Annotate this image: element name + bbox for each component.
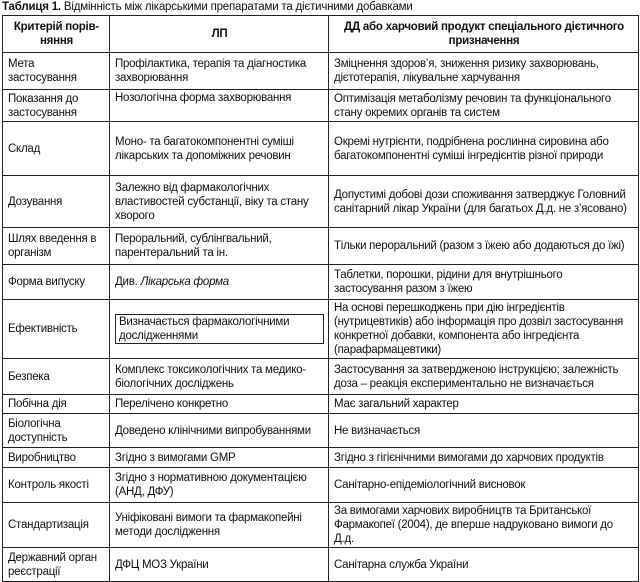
dd-cell: Згідно з гігієнічними вимогами до харчових продуктів [329, 448, 639, 468]
lp-cell: Комплекс токсикологічних та медико-біологічних досліджень [110, 359, 329, 395]
criterion-cell: Ефективність [3, 300, 110, 359]
criterion-cell: Побічна дія [3, 395, 110, 414]
table-row [3, 228, 639, 265]
lp-link-term: Лікарська форма [140, 276, 229, 288]
dd-cell: Санітарно-епідеміологічний висновок [329, 468, 639, 503]
table-row [3, 176, 639, 228]
lp-cell: Пероральний, сублінгвальний, парентеральний та ін. [110, 228, 329, 265]
lp-boxed-text: Визначається фармакологічними дослідженнями [115, 314, 324, 344]
lp-cell: Уніфіковані вимоги та фармакопейні методи дослідження [110, 503, 329, 548]
criterion-cell: Шлях введення в організм [3, 228, 110, 265]
dd-cell: Зміцнення здоров’я, зниження ризику захворювань, дієтотерапія, лікувальне харчування [329, 53, 639, 90]
table-row [3, 503, 639, 548]
criterion-cell: Стандартизація [3, 503, 110, 548]
criterion-cell: Показання до застосування [3, 90, 110, 122]
lp-cell: Моно- та багатокомпонентні суміші лікарських та допоміжних речовин [110, 122, 329, 176]
table-row [3, 548, 639, 582]
criterion-cell: Форма випуску [3, 265, 110, 300]
table-row [3, 90, 639, 122]
table-row [3, 468, 639, 503]
caption-text: Відмінність між лікарськими препаратами та дієтичними добавками [60, 1, 413, 13]
lp-cell: ДФЦ МОЗ України [110, 548, 329, 582]
dd-cell: Тільки пероральний (разом з їжею або додаються до їжі) [329, 228, 639, 265]
dd-cell: Допустимі добові дози споживання затверджує Головний санітарний лікар України (для багатьох Д.д. не з’ясовано) [329, 176, 639, 228]
criterion-cell: Склад [3, 122, 110, 176]
table-row [3, 122, 639, 176]
criterion-cell: Державний орган реєстрації [3, 548, 110, 582]
criterion-cell: Біологічна доступність [3, 414, 110, 448]
lp-cell: Профілактика, терапія та діагностика захворювання [110, 53, 329, 90]
table-row [3, 53, 639, 90]
lp-prefix: Див. [115, 276, 141, 288]
dd-cell: Окремі нутрієнти, подрібнена рослинна сировина або багатокомпонентні суміші інгредієнтів різної природи [329, 122, 639, 176]
criterion-cell: Безпека [3, 359, 110, 395]
lp-cell: Перелічено конкретно [110, 395, 329, 414]
table-caption [2, 0, 413, 14]
table-row [3, 359, 639, 395]
criterion-cell: Дозування [3, 176, 110, 228]
lp-cell: Нозологічна форма захворювання [110, 90, 329, 122]
lp-cell: Доведено клінічними випробуваннями [110, 414, 329, 448]
dd-cell: За вимогами харчових виробництв та Британської Фармакопеї (2004), де вперше надруковано вимоги до Д.д. [329, 503, 639, 548]
criterion-cell: Виробництво [3, 448, 110, 468]
lp-cell [110, 265, 329, 300]
criterion-cell: Мета застосування [3, 53, 110, 90]
header-criterion: Критерій порівняння [3, 16, 110, 53]
table-header-row [3, 16, 639, 53]
dd-cell: Санітарна служба України [329, 548, 639, 582]
table-row [3, 300, 639, 359]
lp-cell: Залежно від фармакологічних властивостей субстанції, віку та стану хворого [110, 176, 329, 228]
table-row [3, 414, 639, 448]
dd-cell: На основі перешкоджень при дію інгредієнтів (нутрицевтиків) або інформація про дозвіл застосування конкретної добавки, компонента або інгредієнта (парафармацевтики) [329, 300, 639, 359]
criterion-cell: Контроль якості [3, 468, 110, 503]
lp-cell [110, 300, 329, 359]
header-dd: ДД або харчовий продукт спеціального дієтичного призначення [329, 16, 639, 53]
caption-label: Таблиця 1. [2, 1, 61, 13]
table-row [3, 265, 639, 300]
dd-cell: Таблетки, порошки, рідини для внутрішнього застосування разом з їжею [329, 265, 639, 300]
dd-cell: Оптимізація метаболізму речовин та функціонального стану окремих органів та систем [329, 90, 639, 122]
dd-cell: Застосування за затвердженою інструкцією; залежність доза – реакція експериментально не визначається [329, 359, 639, 395]
header-lp: ЛП [110, 16, 329, 53]
table-row [3, 395, 639, 414]
dd-cell: Не визначається [329, 414, 639, 448]
dd-cell: Має загальний характер [329, 395, 639, 414]
comparison-table [2, 15, 639, 582]
lp-cell: Згідно з вимогами GMP [110, 448, 329, 468]
lp-cell: Згідно з нормативною документацією (АНД, ДФУ) [110, 468, 329, 503]
table-row [3, 448, 639, 468]
